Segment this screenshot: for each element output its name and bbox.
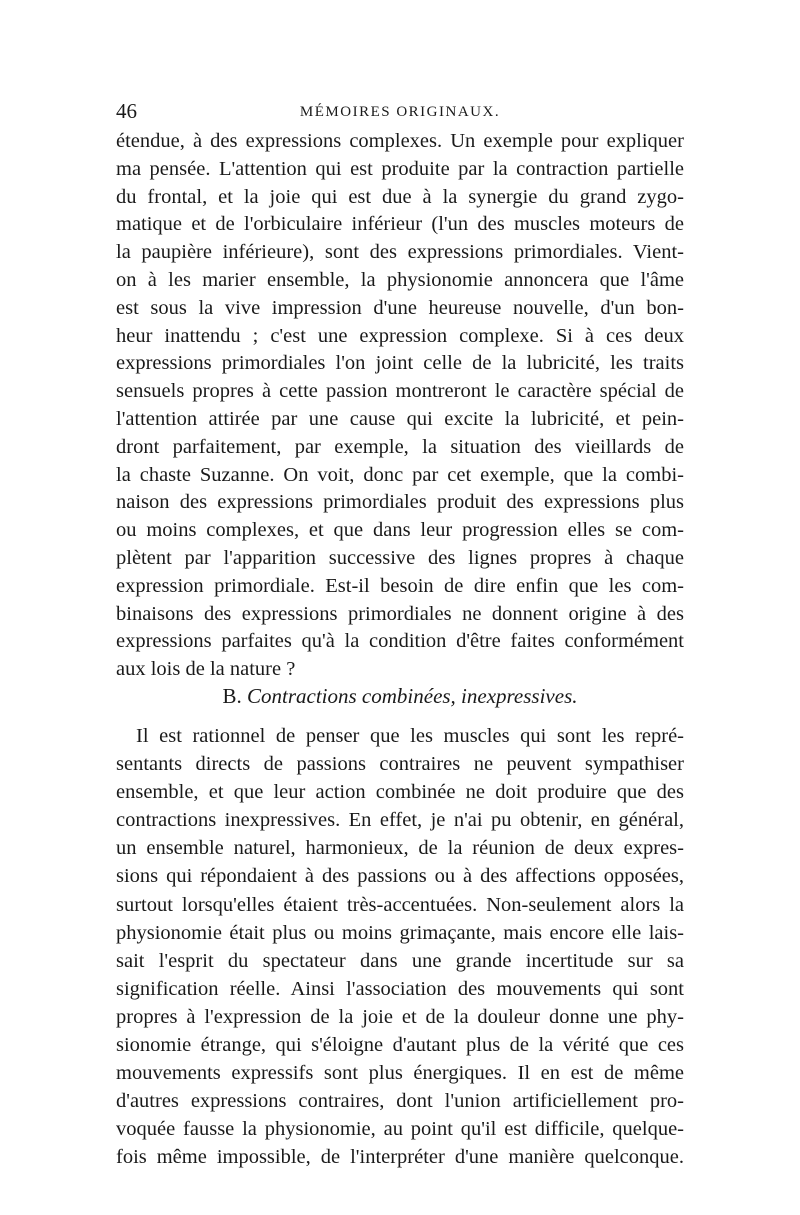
text-line: naison des expressions primordiales produit des expressions plus [116, 491, 684, 514]
text-line: ou moins complexes, et que dans leur progression elles se com- [116, 519, 684, 542]
section-title: Contractions combinées, inexpressives. [247, 684, 578, 708]
text-line: signification réelle. Ainsi l'association des mouvements qui sont [116, 977, 684, 1000]
running-head: MÉMOIRES ORIGINAUX. [299, 104, 501, 120]
text-line: la paupière inférieure), sont des expressions primordiales. Vient- [116, 241, 684, 264]
text-line: fois même impossible, de l'interpréter d'une manière quelconque. [116, 1146, 684, 1169]
section-letter: B. [222, 684, 242, 708]
text-line: la chaste Suzanne. On voit, donc par cet exemple, que la combi- [116, 463, 684, 486]
page-number: 46 [116, 99, 137, 123]
text-line: ma pensée. L'attention qui est produite par la contraction partielle [116, 157, 684, 180]
text-line: contractions inexpressives. En effet, je n'ai pu obtenir, en général, [116, 809, 684, 832]
text-line: expressions primordiales l'on joint celle de la lubricité, les traits [116, 352, 684, 375]
text-line: Il est rationnel de penser que les muscles qui sont les repré- [136, 725, 684, 747]
text-line: on à les marier ensemble, la physionomie annoncera que l'âme [116, 268, 684, 291]
text-line: ensemble, et que leur action combinée ne doit produire que des [116, 781, 684, 804]
text-line: heur inattendu ; c'est une expression complexe. Si à ces deux [116, 324, 684, 347]
text-line: dront parfaitement, par exemple, la situation des vieillards de [116, 435, 684, 458]
text-line: sions qui répondaient à des passions ou à des affections opposées, [116, 865, 684, 888]
section-heading [116, 682, 684, 710]
text-line: d'autres expressions contraires, dont l'union artificiellement pro- [116, 1090, 684, 1113]
text-line: plètent par l'apparition successive des lignes propres à chaque [116, 546, 684, 569]
text-line: est sous la vive impression d'une heureuse nouvelle, d'un bon- [116, 296, 684, 319]
text-line: matique et de l'orbiculaire inférieur (l'un des muscles moteurs de [116, 213, 684, 236]
text-line: l'attention attirée par une cause qui excite la lubricité, et pein- [116, 407, 684, 430]
paragraph-2 [116, 722, 684, 1172]
paragraph-1 [116, 128, 684, 684]
text-line: sensuels propres à cette passion montreront le caractère spécial de [116, 380, 684, 403]
text-line: voquée fausse la physionomie, au point qu'il est difficile, quelque- [116, 1118, 684, 1141]
text-line: mouvements expressifs sont plus énergiques. Il en est de même [116, 1062, 684, 1085]
text-line: physionomie était plus ou moins grimaçante, mais encore elle lais- [116, 921, 684, 944]
text-line: surtout lorsqu'elles étaient très-accentuées. Non-seulement alors la [116, 893, 684, 916]
text-line: sentants directs de passions contraires ne peuvent sympathiser [116, 753, 684, 776]
text-line: sait l'esprit du spectateur dans une grande incertitude sur sa [116, 949, 684, 972]
text-line: expressions parfaites qu'à la condition d'être faites conformément [116, 630, 684, 653]
text-line: binaisons des expressions primordiales ne donnent origine à des [116, 602, 684, 625]
text-line: expression primordiale. Est-il besoin de dire enfin que les com- [116, 574, 684, 597]
page-header [116, 98, 684, 124]
text-line: sionomie étrange, qui s'éloigne d'autant plus de la vérité que ces [116, 1034, 684, 1057]
text-line: propres à l'expression de la joie et de la douleur donne une phy- [116, 1005, 684, 1028]
text-line: étendue, à des expressions complexes. Un exemple pour expliquer [116, 130, 684, 152]
text-line: un ensemble naturel, harmonieux, de la réunion de deux expres- [116, 837, 684, 860]
text-line: aux lois de la nature ? [116, 658, 296, 681]
text-line: du frontal, et la joie qui est due à la synergie du grand zygo- [116, 185, 684, 208]
